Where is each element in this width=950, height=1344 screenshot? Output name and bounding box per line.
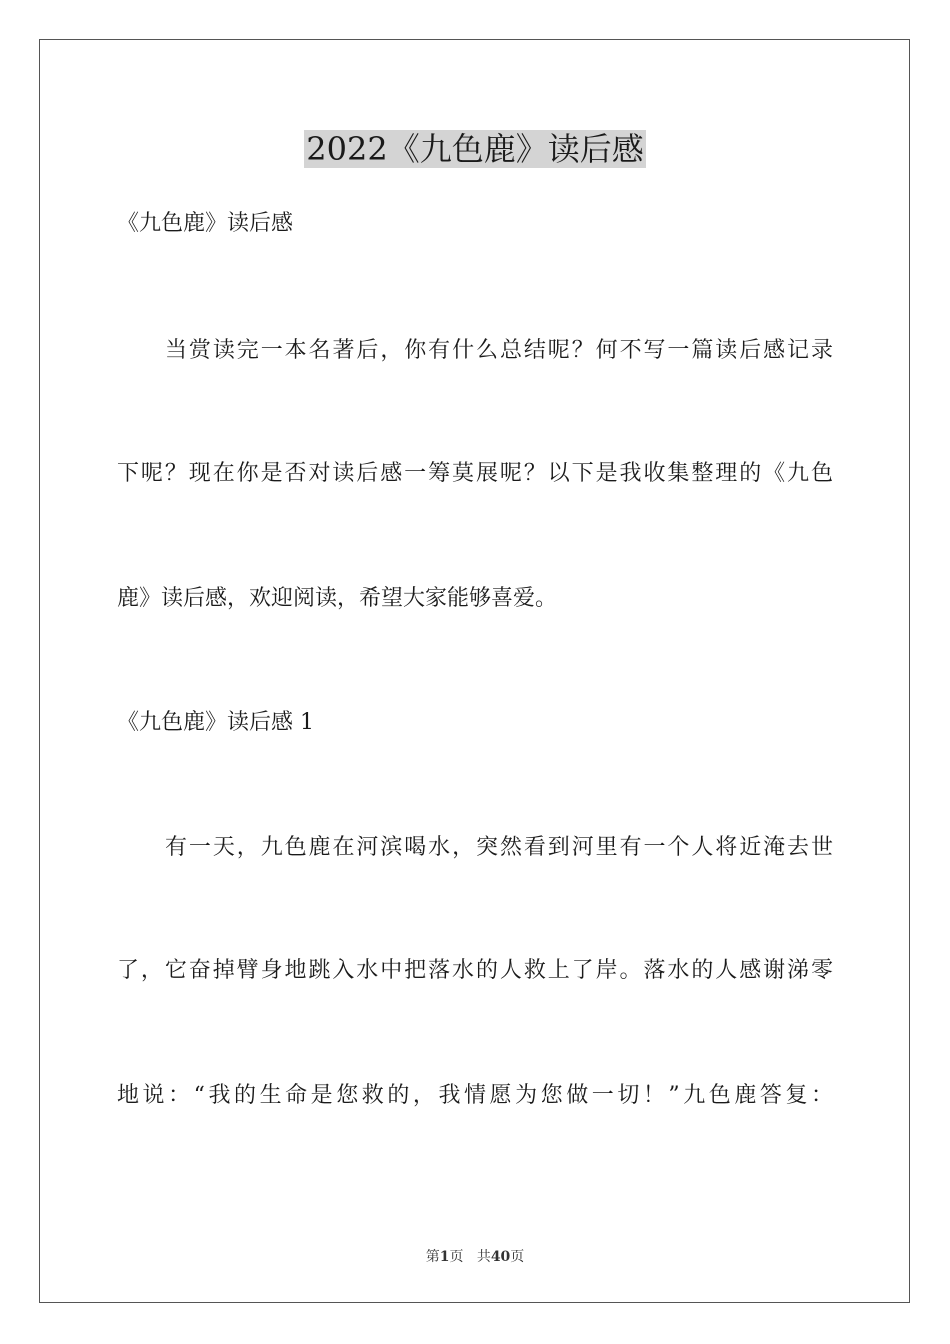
paragraph-line: 有一天，九色鹿在河滨喝水，突然看到河里有一个人将近淹去世: [165, 835, 833, 860]
paragraph-line: 地说：“我的生命是您救的，我情愿为您做一切！”九色鹿答复：: [117, 1083, 833, 1108]
paragraph-line: 当赏读完一本名著后，你有什么总结呢？何不写一篇读后感记录: [165, 338, 833, 363]
paragraph-line: 鹿》读后感，欢迎阅读，希望大家能够喜爱。: [117, 586, 558, 611]
footer-page-current: 1: [439, 1249, 450, 1265]
footer-total-suffix: 页: [510, 1249, 525, 1265]
footer-page-prefix: 第: [425, 1249, 440, 1265]
paragraph-line: 了，它奋掉臂身地跳入水中把落水的人救上了岸。落水的人感谢涕零: [117, 958, 833, 983]
section-heading: 《九色鹿》读后感 1: [117, 710, 314, 735]
footer-page-total: 40: [490, 1249, 511, 1265]
paragraph-line: 下呢？现在你是否对读后感一筹莫展呢？以下是我收集整理的《九色: [117, 461, 833, 486]
document-title-text: 2022《九色鹿》读后感: [306, 130, 644, 168]
subtitle-line: 《九色鹿》读后感: [117, 211, 294, 236]
footer-page-suffix: 页: [449, 1249, 464, 1265]
document-title: [0, 127, 950, 171]
footer-total-prefix: 共: [476, 1249, 491, 1265]
page-footer: [0, 1247, 950, 1267]
